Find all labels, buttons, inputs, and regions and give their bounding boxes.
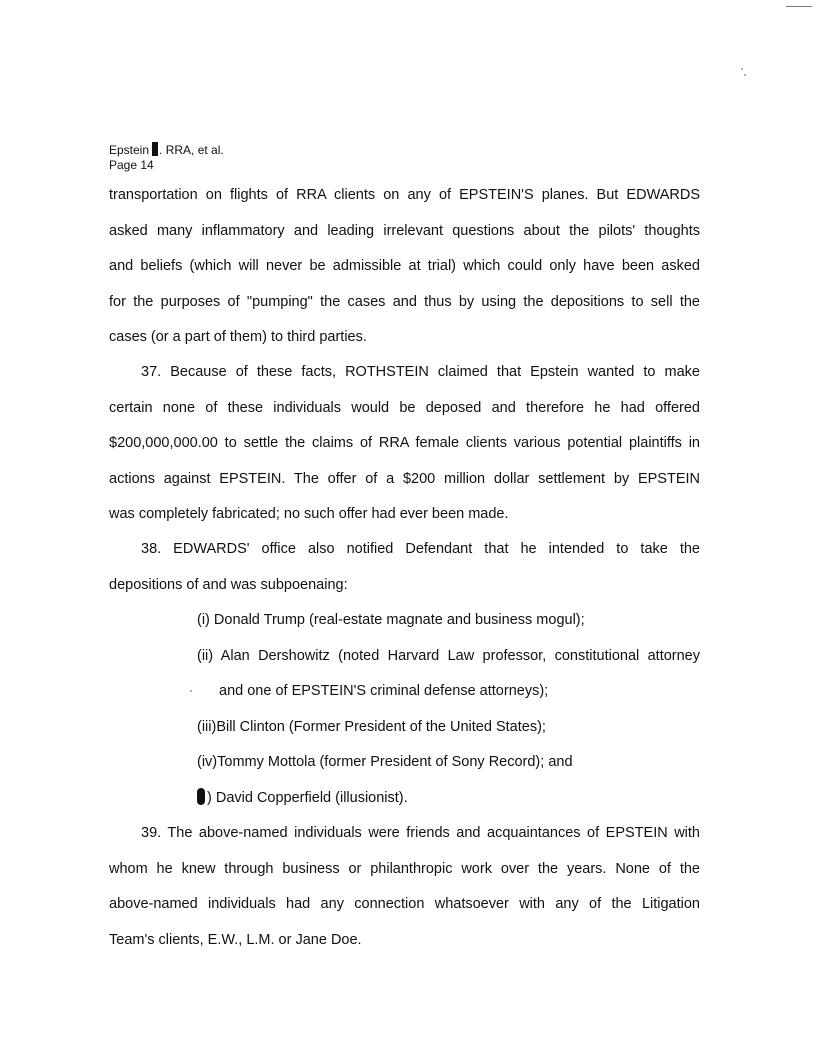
scan-dot <box>741 68 743 70</box>
text-line: 39. The above-named individuals were friends and acquaintances of EPSTEIN with <box>141 825 700 841</box>
case-prefix: Epstein <box>109 143 150 157</box>
redaction-mark <box>197 788 205 805</box>
text-line: cases (or a part of them) to third parties. <box>109 329 367 345</box>
page-number: Page 14 <box>109 158 154 172</box>
text-line: actions against EPSTEIN. The offer of a $200 million dollar settlement by EPSTEIN <box>109 470 700 487</box>
list-item: (i) Donald Trump (real-estate magnate and business mogul); <box>197 612 585 628</box>
text-line: and beliefs (which will never be admissible at trial) which could only have been asked <box>109 258 700 274</box>
text-line: depositions of and was subpoenaing: <box>109 576 348 593</box>
scan-mark-top-right <box>786 6 812 7</box>
deponent-list <box>197 603 700 816</box>
text-line: $200,000,000.00 to settle the claims of RRA female clients various potential plaintiffs in <box>109 435 700 451</box>
scan-dot <box>744 74 746 76</box>
text-line: 38. EDWARDS' office also notified Defendant that he intended to take the <box>141 541 700 557</box>
scan-dot <box>190 690 192 692</box>
case-caption <box>109 142 224 158</box>
redaction-mark <box>152 142 158 156</box>
list-item: (iv)Tommy Mottola (former President of Sony Record); and <box>197 754 573 770</box>
text-line: whom he knew through business or philanthropic work over the years. None of the <box>109 860 700 877</box>
text-line: for the purposes of "pumping" the cases and thus by using the depositions to sell the <box>109 293 700 310</box>
case-suffix: . RRA, et al. <box>159 143 224 157</box>
paragraph-38 <box>109 532 700 603</box>
paragraph-continuation <box>109 178 700 356</box>
text-line: certain none of these individuals would be deposed and therefore he had offered <box>109 399 700 416</box>
list-item <box>197 781 700 817</box>
text-line: Team's clients, E.W., L.M. or Jane Doe. <box>109 931 362 948</box>
paragraph-37 <box>109 355 700 533</box>
list-item-text: ) David Copperfield (illusionist). <box>207 789 408 806</box>
text-line: above-named individuals had any connection whatsoever with any of the Litigation <box>109 896 700 912</box>
paragraph-39 <box>109 816 700 958</box>
text-line: 37. Because of these facts, ROTHSTEIN claimed that Epstein wanted to make <box>141 364 700 380</box>
text-line: transportation on flights of RRA clients on any of EPSTEIN'S planes. But EDWARDS <box>109 187 700 203</box>
page-header <box>109 142 224 173</box>
text-line: asked many inflammatory and leading irrelevant questions about the pilots' thoughts <box>109 222 700 239</box>
list-item: (iii)Bill Clinton (Former President of the United States); <box>197 718 546 735</box>
list-item: (ii) Alan Dershowitz (noted Harvard Law professor, constitutional attorney <box>197 647 700 664</box>
list-item-continuation: and one of EPSTEIN'S criminal defense attorneys); <box>219 683 549 699</box>
text-line: was completely fabricated; no such offer had ever been made. <box>109 506 509 522</box>
